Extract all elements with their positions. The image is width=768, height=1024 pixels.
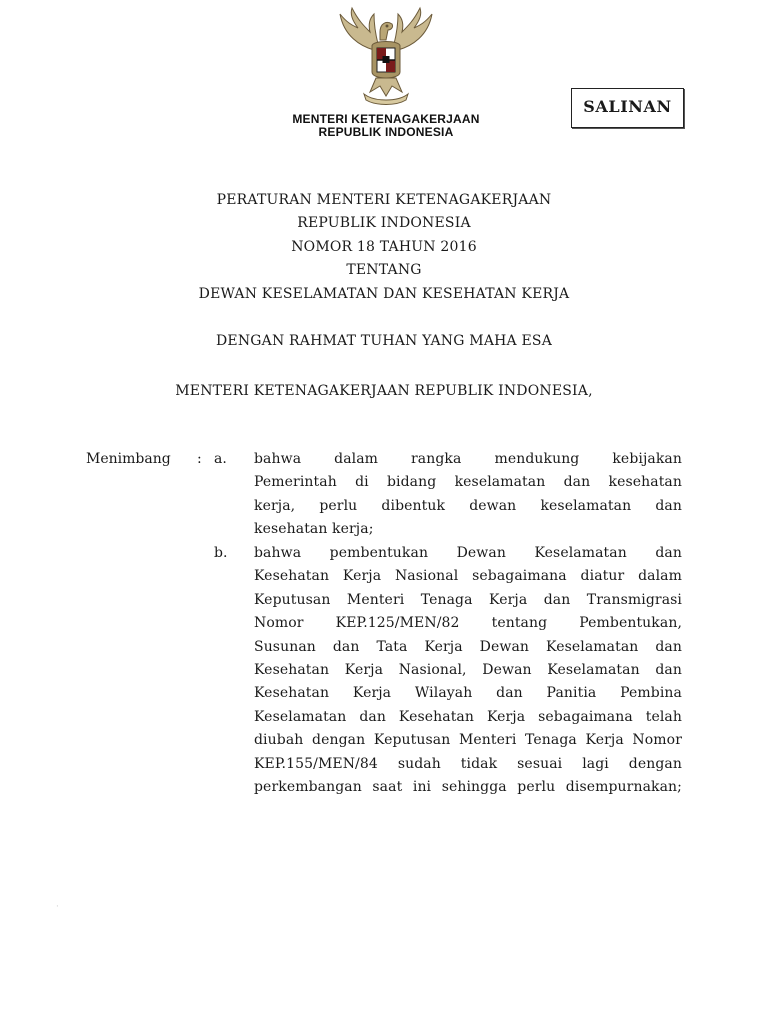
item-b-line: diubah dengan Keputusan Menteri Tenaga Kerja Nomor (254, 732, 682, 749)
salinan-label: SALINAN (583, 97, 672, 116)
blessing-line: DENGAN RAHMAT TUHAN YANG MAHA ESA (215, 333, 553, 349)
regulation-title (80, 189, 688, 306)
item-b-line: Keputusan Menteri Tenaga Kerja dan Transmigrasi (254, 591, 682, 608)
item-letter-a: a. (214, 451, 227, 467)
item-b-line: Kesehatan Kerja Wilayah dan Panitia Pembina (254, 685, 682, 702)
item-a-line: kesehatan kerja; (254, 521, 374, 538)
item-b-line: perkembangan saat ini sehingga perlu disempurnakan; (254, 779, 682, 796)
item-b-line: Kesehatan Kerja Nasional sebagaimana diatur dalam (254, 568, 682, 585)
ministry-country: REPUBLIK INDONESIA (318, 125, 454, 139)
item-b-line: KEP.155/MEN/84 sudah tidak sesuai lagi dengan (254, 755, 682, 772)
item-b-line: Kesehatan Kerja Nasional, Dewan Keselamatan dan (254, 662, 682, 679)
ministry-heading (250, 113, 522, 139)
item-a-line: kerja, perlu dibentuk dewan keselamatan dan (254, 497, 682, 514)
title-line-5: DEWAN KESELAMATAN DAN KESEHATAN KERJA (198, 285, 570, 302)
item-b-paragraph (254, 542, 682, 799)
title-line-4: TENTANG (346, 262, 422, 279)
item-b-line: Keselamatan dan Kesehatan Kerja sebagaimana telah (254, 708, 682, 725)
salinan-stamp (571, 88, 684, 128)
item-b-line: bahwa pembentukan Dewan Keselamatan dan (254, 545, 682, 561)
item-a-paragraph (254, 448, 682, 542)
item-b-line: Nomor KEP.125/MEN/82 tentang Pembentukan, (254, 615, 682, 632)
title-line-2: REPUBLIK INDONESIA (297, 215, 471, 232)
title-line-3: NOMOR 18 TAHUN 2016 (291, 238, 477, 255)
ministry-name: MENTERI KETENAGAKERJAAN (292, 112, 480, 126)
minister-line: MENTERI KETENAGAKERJAAN REPUBLIK INDONESIA, (175, 383, 593, 399)
item-a-line: Pemerintah di bidang keselamatan dan kesehatan (254, 474, 682, 491)
item-a-line: bahwa dalam rangka mendukung kebijakan (254, 451, 682, 467)
considering-colon: : (197, 451, 202, 467)
item-letter-b: b. (214, 545, 228, 561)
scan-smudge: · (56, 902, 59, 912)
item-b-line: Susunan dan Tata Kerja Dewan Keselamatan dan (254, 638, 682, 655)
garuda-emblem-icon (330, 6, 442, 108)
considering-label: Menimbang (86, 451, 171, 467)
title-line-1: PERATURAN MENTERI KETENAGAKERJAAN (216, 192, 552, 208)
